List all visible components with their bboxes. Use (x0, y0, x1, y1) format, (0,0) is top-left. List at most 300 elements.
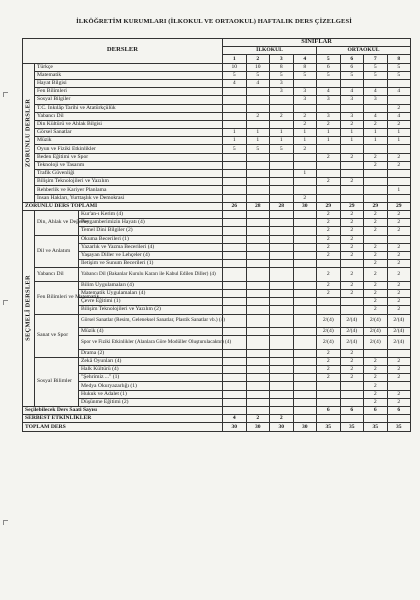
hours-cell (246, 153, 270, 161)
hours-cell: 2 (387, 104, 411, 112)
summary-hours-cell: 6 (340, 407, 364, 415)
elective-course-name: Hukuk ve Adalet (1) (79, 390, 223, 398)
elective-course-name: Yazarlık ve Yazma Becerileri (4) (79, 243, 223, 251)
hours-cell: 2 (364, 390, 388, 398)
grade-cell: 2 (246, 55, 270, 63)
hours-cell (317, 306, 341, 314)
hours-cell (387, 235, 411, 243)
elective-course-name: Spor ve Fiziki Etkinlikler (Alanlara Göre Modüller Oluşturulacaktır) (4) (79, 336, 223, 350)
hours-cell (317, 382, 341, 390)
table-row (23, 398, 411, 406)
hours-cell: 2 (340, 289, 364, 297)
elective-course-name: Okuma Becerileri (1) (79, 235, 223, 243)
hours-cell: 2 (317, 357, 341, 365)
hours-cell (223, 235, 247, 243)
hours-cell (293, 260, 317, 268)
hours-cell (246, 298, 270, 306)
hours-cell (246, 88, 270, 96)
hours-cell (223, 251, 247, 259)
hours-cell (223, 170, 247, 178)
hours-cell: 1 (364, 129, 388, 137)
hours-cell (270, 251, 294, 259)
table-row (23, 96, 411, 104)
grade-cell: 4 (293, 55, 317, 63)
hours-cell (270, 186, 294, 194)
course-name: Türkçe (35, 63, 223, 71)
hours-cell: 2 (387, 374, 411, 382)
hours-cell (246, 357, 270, 365)
hours-cell (246, 227, 270, 235)
hours-cell: 2 (340, 210, 364, 218)
hours-cell (270, 382, 294, 390)
hours-cell: 1 (317, 129, 341, 137)
grade-cell: 3 (270, 55, 294, 63)
hours-cell (293, 235, 317, 243)
hours-cell (223, 281, 247, 289)
hours-cell (293, 328, 317, 336)
table-row (23, 366, 411, 374)
hours-cell: 6 (317, 63, 341, 71)
hours-cell: 5 (317, 71, 341, 79)
hours-cell: 2 (364, 298, 388, 306)
hours-cell: 2 (340, 374, 364, 382)
hours-cell (317, 79, 341, 87)
table-row (23, 328, 411, 336)
grade-cell: 8 (387, 55, 411, 63)
summary-hours-cell: 2 (246, 415, 270, 423)
hours-cell: 2 (364, 260, 388, 268)
hours-cell: 2 (364, 281, 388, 289)
hours-cell (270, 268, 294, 282)
hours-cell (387, 96, 411, 104)
table-row (23, 161, 411, 169)
total-hours-cell: 29 (364, 202, 388, 210)
hours-cell: 6 (340, 63, 364, 71)
hours-cell (293, 306, 317, 314)
hours-cell: 2 (387, 268, 411, 282)
hours-cell: 2/(4) (317, 328, 341, 336)
hours-cell (223, 112, 247, 120)
hours-cell (246, 281, 270, 289)
punch-mark (3, 300, 8, 305)
elective-course-name: Bilişim Teknolojileri ve Yazılım (2) (79, 306, 223, 314)
elective-course-name: Medya Okuryazarlığı (1) (79, 382, 223, 390)
hours-cell (223, 268, 247, 282)
hours-cell: 2 (340, 235, 364, 243)
summary-hours-cell (293, 407, 317, 415)
hours-cell: 3 (364, 96, 388, 104)
hours-cell: 3 (270, 79, 294, 87)
hours-cell (223, 243, 247, 251)
hours-cell (340, 104, 364, 112)
elective-course-name: "Şehrimiz ..." (1) (79, 374, 223, 382)
hours-cell: 2 (364, 243, 388, 251)
hours-cell (246, 235, 270, 243)
hours-cell: 2 (340, 251, 364, 259)
hours-cell: 2 (317, 251, 341, 259)
elective-course-name: Yabancı Dil (Bakanlar Kurulu Kararı ile Kabul Edilen Diller) (4) (79, 268, 223, 282)
hours-cell: 2 (387, 243, 411, 251)
elective-course-name: Düşünme Eğitimi (2) (79, 398, 223, 406)
elective-group-name: Sanat ve Spor (35, 314, 79, 357)
hours-cell (270, 120, 294, 128)
hours-cell (270, 178, 294, 186)
hours-cell (340, 161, 364, 169)
hours-cell (364, 178, 388, 186)
table-row (23, 88, 411, 96)
table-row (23, 243, 411, 251)
hours-cell (270, 289, 294, 297)
hours-cell (317, 390, 341, 398)
hours-cell (246, 161, 270, 169)
table-row (23, 374, 411, 382)
hours-cell (340, 79, 364, 87)
summary-hours-cell (246, 407, 270, 415)
course-name: Görsel Sanatlar (35, 129, 223, 137)
hours-cell (293, 79, 317, 87)
hours-cell: 2 (387, 281, 411, 289)
hours-cell (246, 243, 270, 251)
hours-cell (387, 382, 411, 390)
hours-cell (270, 281, 294, 289)
hours-cell: 1 (340, 129, 364, 137)
summary-hours-cell (364, 415, 388, 423)
summary-hours-cell: 30 (293, 423, 317, 431)
hours-cell: 2 (317, 178, 341, 186)
hours-cell: 2 (340, 219, 364, 227)
hours-cell (246, 260, 270, 268)
hours-cell (293, 243, 317, 251)
elective-section-text: SEÇMELİ DERSLER (24, 275, 32, 342)
hours-cell: 4 (340, 88, 364, 96)
course-name: Din Kültürü ve Ahlak Bilgisi (35, 120, 223, 128)
punch-mark (3, 92, 8, 97)
hours-cell: 10 (223, 63, 247, 71)
hours-cell: 1 (246, 129, 270, 137)
hours-cell (246, 328, 270, 336)
hours-cell (340, 390, 364, 398)
hours-cell (340, 382, 364, 390)
hours-cell: 3 (270, 88, 294, 96)
hours-cell: 4 (223, 79, 247, 87)
elective-group-name: Yabancı Dil (35, 268, 79, 282)
elective-course-name: Halk Kültürü (4) (79, 366, 223, 374)
hours-cell (223, 357, 247, 365)
hours-cell (270, 194, 294, 202)
hours-cell: 2 (387, 210, 411, 218)
hours-cell: 2 (364, 306, 388, 314)
table-row (23, 145, 411, 153)
hours-cell (293, 289, 317, 297)
header-row (23, 39, 411, 47)
hours-cell: 5 (387, 63, 411, 71)
elective-course-name: Temel Dini Bilgiler (2) (79, 227, 223, 235)
table-row (23, 390, 411, 398)
hours-cell (223, 289, 247, 297)
hours-cell: 1 (317, 137, 341, 145)
hours-cell: 2 (340, 268, 364, 282)
hours-cell (317, 104, 341, 112)
compulsory-total-row (23, 202, 411, 210)
hours-cell (387, 170, 411, 178)
course-name: Müzik (35, 137, 223, 145)
hours-cell (246, 289, 270, 297)
summary-hours-cell: 6 (317, 407, 341, 415)
total-hours-cell: 26 (223, 202, 247, 210)
course-name: Rehberlik ve Kariyer Planlama (35, 186, 223, 194)
course-name: Sosyal Bilgiler (35, 96, 223, 104)
punch-mark (3, 520, 8, 525)
hours-cell (270, 227, 294, 235)
summary-hours-cell: 35 (364, 423, 388, 431)
hours-cell (223, 382, 247, 390)
hours-cell: 8 (293, 63, 317, 71)
summary-hours-cell: 30 (223, 423, 247, 431)
hours-cell (246, 178, 270, 186)
hours-cell (246, 336, 270, 350)
course-name: Teknoloji ve Tasarım (35, 161, 223, 169)
hours-cell: 2 (293, 112, 317, 120)
hours-cell: 2 (387, 260, 411, 268)
hours-cell: 2 (317, 153, 341, 161)
hours-cell (246, 349, 270, 357)
hours-cell: 2 (387, 153, 411, 161)
grade-cell: 6 (340, 55, 364, 63)
hours-cell: 2 (364, 120, 388, 128)
hours-cell (270, 398, 294, 406)
hours-cell: 1 (223, 137, 247, 145)
hours-cell (317, 260, 341, 268)
hours-cell (293, 374, 317, 382)
hours-cell (270, 260, 294, 268)
hours-cell (246, 374, 270, 382)
hours-cell (270, 298, 294, 306)
elective-section-label (23, 210, 35, 406)
hours-cell: 1 (270, 129, 294, 137)
hours-cell: 5 (223, 145, 247, 153)
hours-cell (270, 390, 294, 398)
hours-cell: 2 (364, 161, 388, 169)
course-name: Hayat Bilgisi (35, 79, 223, 87)
summary-hours-cell: 6 (387, 407, 411, 415)
hours-cell: 1 (387, 129, 411, 137)
hours-cell (317, 170, 341, 178)
hours-cell (270, 153, 294, 161)
hours-cell (387, 145, 411, 153)
course-name: Bilişim Teknolojileri ve Yazılım (35, 178, 223, 186)
document-title: İLKÖĞRETİM KURUMLARI (İLKOKUL VE ORTAOKUL) HAFTALIK DERS ÇİZELGESİ (76, 18, 352, 25)
summary-hours-cell (340, 415, 364, 423)
hours-cell (270, 366, 294, 374)
hours-cell (364, 104, 388, 112)
elective-course-name: Müzik (4) (79, 328, 223, 336)
hours-cell (270, 219, 294, 227)
hours-cell: 2 (364, 289, 388, 297)
hours-cell: 2 (364, 210, 388, 218)
hours-cell: 4 (317, 88, 341, 96)
hours-cell: 1 (387, 186, 411, 194)
hours-cell: 2/(4) (340, 336, 364, 350)
elective-course-name: Yaşayan Diller ve Lehçeler (4) (79, 251, 223, 259)
hours-cell: 2 (387, 298, 411, 306)
hours-cell (317, 298, 341, 306)
summary-hours-cell: 35 (387, 423, 411, 431)
hours-cell: 2 (317, 235, 341, 243)
hours-cell: 3 (293, 96, 317, 104)
table-row (23, 137, 411, 145)
table-row (23, 336, 411, 350)
elective-group-name: Din, Ahlak ve Değerler (35, 210, 79, 235)
table-row (23, 260, 411, 268)
hours-cell: 2 (340, 281, 364, 289)
summary-label: SERBEST ETKİNLİKLER (23, 415, 223, 423)
hours-cell: 2 (317, 366, 341, 374)
hours-cell (293, 314, 317, 328)
hours-cell: 2 (364, 366, 388, 374)
hours-cell: 2 (270, 112, 294, 120)
hours-cell: 2 (387, 390, 411, 398)
table-row (23, 314, 411, 328)
table-row (23, 357, 411, 365)
hours-cell (223, 349, 247, 357)
table-row (23, 178, 411, 186)
hours-cell (387, 79, 411, 87)
hours-cell: 2 (293, 145, 317, 153)
total-hours-cell: 29 (317, 202, 341, 210)
hours-cell: 5 (364, 71, 388, 79)
hours-cell (270, 170, 294, 178)
grade-cell: 7 (364, 55, 388, 63)
hours-cell: 2 (340, 357, 364, 365)
elective-course-name: Drama (2) (79, 349, 223, 357)
hours-cell (246, 186, 270, 194)
hours-cell (270, 235, 294, 243)
hours-cell: 1 (387, 137, 411, 145)
hours-cell: 1 (293, 137, 317, 145)
summary-hours-cell: 35 (317, 423, 341, 431)
hours-cell (293, 398, 317, 406)
hours-cell: 2 (364, 357, 388, 365)
courses-header: DERSLER (23, 39, 223, 64)
table-row (23, 227, 411, 235)
table-row (23, 219, 411, 227)
hours-cell: 1 (293, 129, 317, 137)
hours-cell (223, 390, 247, 398)
course-name: T.C. İnkılâp Tarihi ve Atatürkçülük (35, 104, 223, 112)
hours-cell (293, 336, 317, 350)
hours-cell (246, 120, 270, 128)
hours-cell: 5 (246, 145, 270, 153)
hours-cell (246, 210, 270, 218)
hours-cell (340, 398, 364, 406)
hours-cell: 1 (270, 137, 294, 145)
total-hours-cell: 29 (387, 202, 411, 210)
hours-cell: 2 (387, 289, 411, 297)
hours-cell: 2 (340, 153, 364, 161)
hours-cell (246, 268, 270, 282)
hours-cell: 5 (270, 145, 294, 153)
table-row (23, 298, 411, 306)
hours-cell (223, 194, 247, 202)
course-name: Trafik Güvenliği (35, 170, 223, 178)
elective-course-name: Matematik Uygulamaları (4) (79, 289, 223, 297)
hours-cell: 2 (317, 281, 341, 289)
hours-cell (270, 210, 294, 218)
course-name: Matematik (35, 71, 223, 79)
hours-cell (317, 145, 341, 153)
table-row (23, 170, 411, 178)
hours-cell (246, 96, 270, 104)
hours-cell: 1 (293, 170, 317, 178)
hours-cell: 2 (317, 219, 341, 227)
hours-cell (223, 314, 247, 328)
hours-cell: 3 (340, 112, 364, 120)
hours-cell (293, 298, 317, 306)
hours-cell (387, 178, 411, 186)
hours-cell (223, 161, 247, 169)
hours-cell (270, 96, 294, 104)
table-row (23, 235, 411, 243)
elective-group-name: Sosyal Bilimler (35, 357, 79, 406)
hours-cell: 4 (246, 79, 270, 87)
hours-cell: 2 (364, 219, 388, 227)
hours-cell (293, 281, 317, 289)
table-row (23, 71, 411, 79)
middle-school-header: ORTAOKUL (317, 47, 411, 55)
hours-cell (270, 314, 294, 328)
hours-cell (223, 227, 247, 235)
hours-cell (293, 382, 317, 390)
hours-cell: 5 (364, 63, 388, 71)
hours-cell (223, 366, 247, 374)
hours-cell: 2 (387, 251, 411, 259)
elective-course-name: Peygamberimizin Hayatı (4) (79, 219, 223, 227)
hours-cell: 2 (364, 227, 388, 235)
hours-cell (246, 170, 270, 178)
hours-cell (293, 390, 317, 398)
hours-cell: 2/(4) (317, 314, 341, 328)
summary-hours-cell (223, 407, 247, 415)
hours-cell (317, 398, 341, 406)
hours-cell (223, 186, 247, 194)
hours-cell: 2 (387, 306, 411, 314)
hours-cell (293, 153, 317, 161)
hours-cell: 2 (293, 194, 317, 202)
hours-cell: 2/(4) (387, 336, 411, 350)
hours-cell: 2/(4) (317, 336, 341, 350)
hours-cell (364, 79, 388, 87)
hours-cell (340, 145, 364, 153)
summary-hours-cell: 30 (270, 423, 294, 431)
hours-cell (246, 314, 270, 328)
table-row (23, 281, 411, 289)
hours-cell (364, 349, 388, 357)
classes-header: SINIFLAR (223, 39, 411, 47)
hours-cell (246, 219, 270, 227)
hours-cell (223, 88, 247, 96)
summary-row (23, 415, 411, 423)
hours-cell: 2 (387, 161, 411, 169)
hours-cell: 2/(4) (340, 314, 364, 328)
hours-cell (340, 306, 364, 314)
weekly-course-schedule-table (22, 38, 411, 432)
hours-cell: 3 (317, 112, 341, 120)
hours-cell: 2 (364, 382, 388, 390)
hours-cell (293, 186, 317, 194)
hours-cell (223, 178, 247, 186)
elective-course-name: Zekâ Oyunları (4) (79, 357, 223, 365)
hours-cell: 5 (387, 71, 411, 79)
